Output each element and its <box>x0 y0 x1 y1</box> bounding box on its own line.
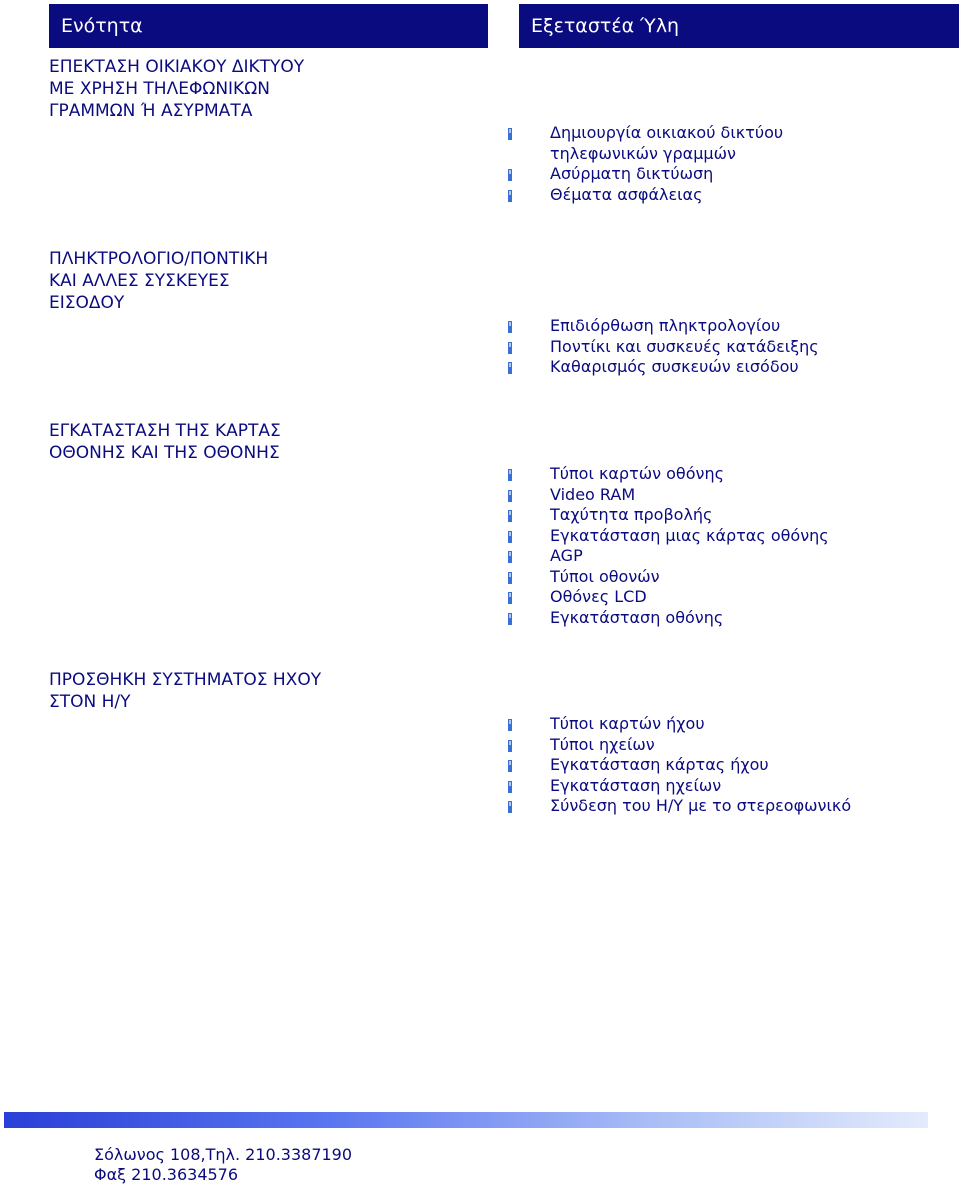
section-title-line: ΓΡΑΜΜΩΝ Ή ΑΣΥΡΜΑΤΑ <box>49 101 253 121</box>
section-title-line: ΕΓΚΑΤΑΣΤΑΣΗ ΤΗΣ ΚΑΡΤΑΣ <box>49 421 281 441</box>
section-title-line: ΕΙΣΟΔΟΥ <box>49 293 125 313</box>
header-syllabus-column <box>519 4 959 48</box>
bullet-icon <box>505 800 515 814</box>
topic-list-input-devices <box>505 316 819 378</box>
bullet-icon <box>505 780 515 794</box>
list-item <box>505 464 829 485</box>
list-item <box>505 526 829 547</box>
topic-text: Ταχύτητα προβολής <box>550 505 713 524</box>
topic-text: τηλεφωνικών γραμμών <box>550 143 736 163</box>
section-title-line: ΣΤΟΝ Η/Υ <box>49 692 131 712</box>
topic-text: Τύποι ηχείων <box>550 734 655 754</box>
bullet-icon <box>505 612 515 626</box>
bullet-icon <box>505 759 515 773</box>
bullet-icon <box>505 550 515 564</box>
list-item <box>505 796 851 817</box>
bullet-icon <box>505 591 515 605</box>
bullet-icon <box>505 739 515 753</box>
topic-text: Εγκατάσταση ηχείων <box>550 775 722 795</box>
list-item <box>505 755 851 776</box>
list-item <box>505 357 819 378</box>
footer-fax: Φαξ 210.3634576 <box>94 1165 239 1184</box>
list-item <box>505 316 819 337</box>
section-title-line: ΜΕ ΧΡΗΣΗ ΤΗΛΕΦΩΝΙΚΩΝ <box>49 79 270 99</box>
topic-text: Video RAM <box>550 484 636 504</box>
section-title-line: ΚΑΙ ΑΛΛΕΣ ΣΥΣΚΕΥΕΣ <box>49 271 230 291</box>
bullet-icon <box>505 320 515 334</box>
footer-contact <box>94 1145 352 1185</box>
topic-text: Θέματα ασφάλειας <box>550 184 703 204</box>
list-item <box>505 714 851 735</box>
topic-list-display <box>505 464 829 628</box>
list-item <box>505 587 829 608</box>
topic-text: Τύποι οθονών <box>550 566 660 586</box>
topic-text: Εγκατάσταση κάρτας ήχου <box>550 755 769 774</box>
section-title-line: ΠΛΗΚΤΡΟΛΟΓΙΟ/ΠΟΝΤΙΚΗ <box>49 249 269 269</box>
section-title-sound <box>49 669 469 713</box>
topic-text: Καθαρισμός συσκευών εισόδου <box>550 357 799 376</box>
header-syllabus-label: Εξεταστέα Ύλη <box>531 15 680 37</box>
bullet-icon <box>505 509 515 523</box>
topic-text: Σύνδεση του Η/Υ με το στερεοφωνικό <box>550 796 852 815</box>
list-item <box>505 164 783 185</box>
topic-text: Οθόνες LCD <box>550 587 647 606</box>
section-title-line: ΕΠΕΚΤΑΣΗ ΟΙΚΙΑΚΟΥ ΔΙΚΤΥΟΥ <box>49 57 305 77</box>
topic-text: AGP <box>550 546 583 565</box>
topic-text: Επιδιόρθωση πληκτρολογίου <box>550 316 781 335</box>
section-title-input-devices <box>49 248 469 314</box>
topic-text: Δημιουργία οικιακού δικτύου <box>550 123 784 142</box>
topic-text: Ασύρματη δικτύωση <box>550 164 714 183</box>
list-item <box>505 776 851 797</box>
bullet-icon <box>505 718 515 732</box>
list-item <box>505 185 783 206</box>
footer-gradient-bar <box>4 1112 928 1128</box>
header-section-label: Ενότητα <box>61 15 143 37</box>
topic-list-sound <box>505 714 851 817</box>
bullet-icon <box>505 571 515 585</box>
footer-address: Σόλωνος 108,Τηλ. 210.3387190 <box>94 1145 353 1164</box>
bullet-icon <box>505 341 515 355</box>
list-item <box>505 735 851 756</box>
bullet-icon <box>505 468 515 482</box>
header-section-column <box>49 4 488 48</box>
bullet-icon <box>505 189 515 203</box>
topic-text: Τύποι καρτών οθόνης <box>550 464 724 483</box>
topic-text: Εγκατάσταση μιας κάρτας οθόνης <box>550 525 829 545</box>
section-title-network <box>49 56 469 122</box>
list-item <box>505 505 829 526</box>
bullet-icon <box>505 168 515 182</box>
topic-text: Ποντίκι και συσκευές κατάδειξης <box>550 336 819 356</box>
bullet-icon <box>505 530 515 544</box>
bullet-icon <box>505 127 515 141</box>
section-title-line: ΟΘΟΝΗΣ ΚΑΙ ΤΗΣ ΟΘΟΝΗΣ <box>49 443 280 463</box>
list-item <box>505 546 829 567</box>
bullet-icon <box>505 489 515 503</box>
list-item <box>505 123 783 164</box>
bullet-icon <box>505 361 515 375</box>
list-item <box>505 608 829 629</box>
topic-text: Τύποι καρτών ήχου <box>550 714 705 733</box>
section-title-line: ΠΡΟΣΘΗΚΗ ΣΥΣΤΗΜΑΤΟΣ ΗΧΟΥ <box>49 670 322 690</box>
topic-list-network <box>505 123 783 205</box>
list-item <box>505 485 829 506</box>
list-item <box>505 567 829 588</box>
topic-text: Εγκατάσταση οθόνης <box>550 607 724 627</box>
section-title-display <box>49 420 469 464</box>
list-item <box>505 337 819 358</box>
